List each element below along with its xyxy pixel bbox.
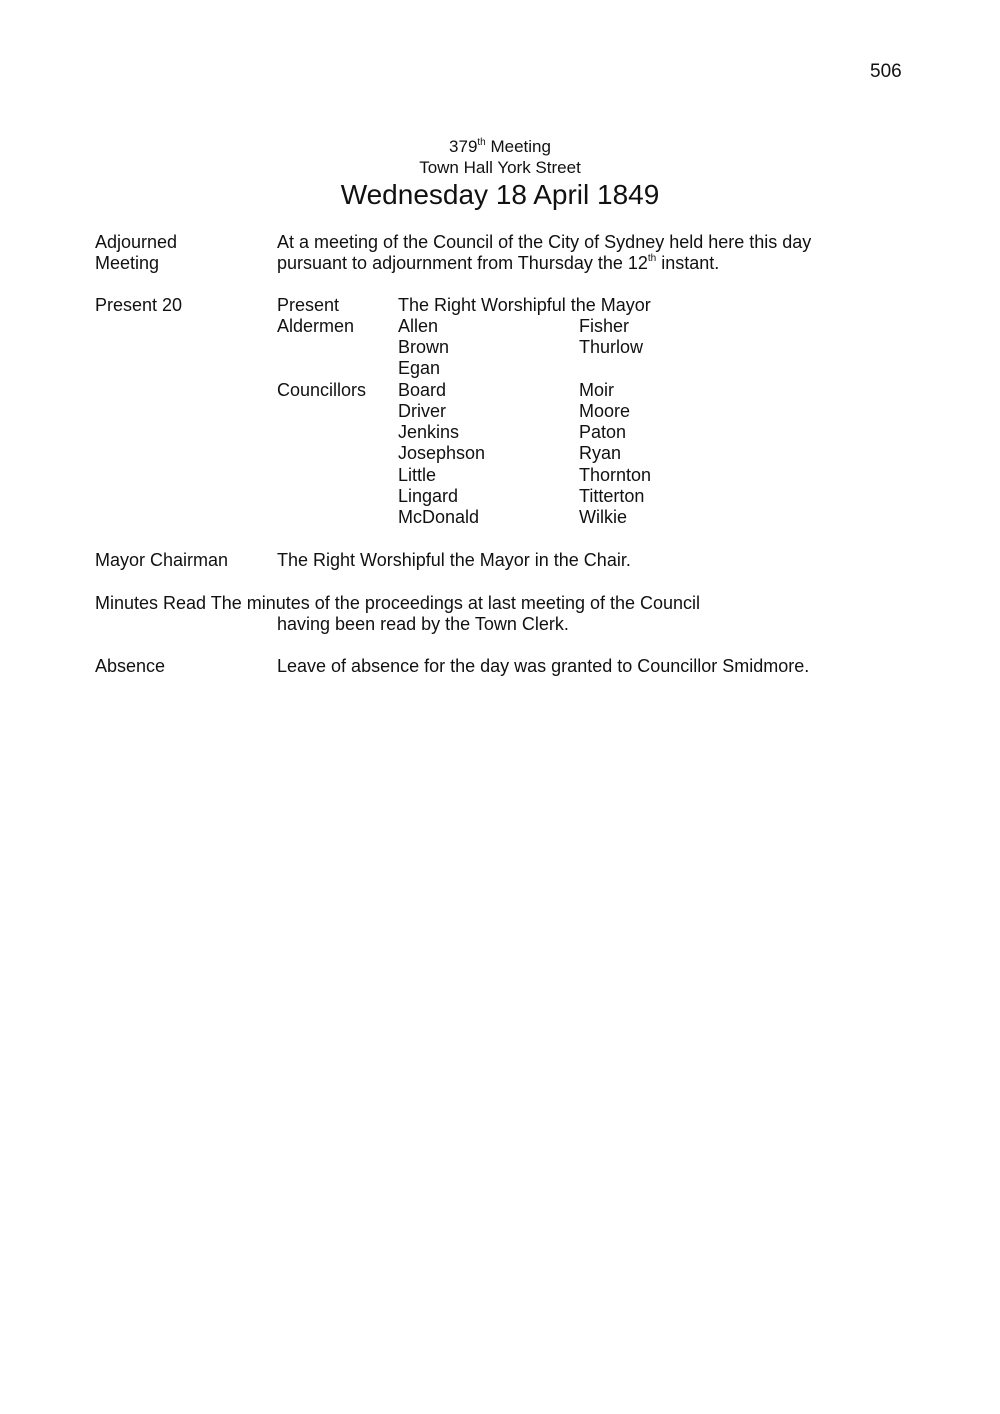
page-number: 506: [870, 61, 902, 82]
minutes-line1: [95, 593, 700, 614]
meeting-date-title: Wednesday 18 April 1849: [340, 179, 660, 210]
councillor-name: McDonald: [398, 507, 480, 527]
margin-note-adjourned: Adjourned: [95, 232, 178, 252]
adjourned-text-line1: At a meeting of the Council of the City of Sydney held here this day: [277, 232, 812, 252]
margin-note-chairman: Mayor Chairman: [95, 550, 229, 570]
meeting-number: [0, 137, 1000, 157]
councillor-name: Little: [398, 465, 437, 485]
chairman-text: The Right Worshipful the Mayor in the Chair.: [277, 550, 631, 570]
aldermen-label: Aldermen: [277, 316, 355, 336]
councillor-name: Ryan: [579, 443, 622, 463]
alderman-name: Allen: [398, 316, 439, 336]
councillor-name: Driver: [398, 401, 446, 421]
councillor-name: Board: [398, 380, 447, 400]
adjourned-text-line2-end: instant.: [656, 253, 720, 273]
alderman-name: Thurlow: [579, 337, 644, 357]
alderman-name: Brown: [398, 337, 450, 357]
councillor-name: Wilkie: [579, 507, 627, 527]
margin-note-absence: Absence: [95, 656, 166, 676]
margin-note-meeting: Meeting: [95, 253, 160, 273]
adjourned-text-line2-main: pursuant to adjournment from Thursday the 12: [277, 253, 648, 273]
meeting-number-suffix: th: [477, 137, 486, 148]
adjourned-text-line2-suffix: th: [647, 253, 657, 264]
councillor-name: Titterton: [579, 486, 645, 506]
present-label: Present: [277, 295, 340, 315]
minutes-text-line2: having been read by the Town Clerk.: [277, 614, 569, 634]
mayor-entry: The Right Worshipful the Mayor: [398, 295, 651, 315]
councillors-label: Councillors: [277, 380, 367, 400]
absence-text: Leave of absence for the day was granted to Councillor Smidmore.: [277, 656, 810, 676]
margin-note-minutes: Minutes Read: [95, 593, 207, 613]
councillor-name: Josephson: [398, 443, 486, 463]
meeting-number-value: 379: [449, 137, 478, 156]
meeting-word: Meeting: [490, 137, 551, 156]
alderman-name: Egan: [398, 358, 441, 378]
alderman-name: Fisher: [579, 316, 630, 336]
margin-note-present: Present 20: [95, 295, 183, 315]
councillor-name: Jenkins: [398, 422, 460, 442]
councillor-name: Thornton: [579, 465, 652, 485]
councillor-name: Lingard: [398, 486, 459, 506]
adjourned-text-line2: [277, 253, 719, 274]
councillor-name: Moore: [579, 401, 631, 421]
minutes-text-line1: The minutes of the proceedings at last meeting of the Council: [210, 593, 701, 613]
meeting-venue: Town Hall York Street: [419, 158, 581, 177]
councillor-name: Paton: [579, 422, 627, 442]
councillor-name: Moir: [579, 380, 614, 400]
